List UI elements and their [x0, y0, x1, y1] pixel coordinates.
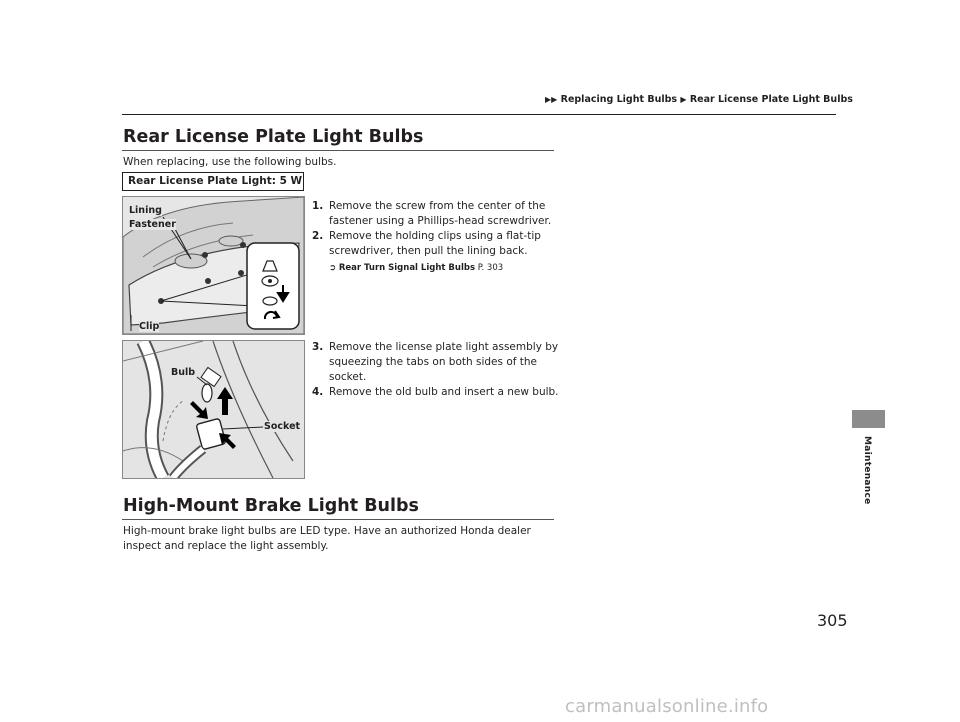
- breadcrumb: [545, 94, 853, 105]
- step-text: Remove the holding clips using a flat-tip screwdriver, then pull the lining back.: [329, 230, 541, 257]
- breadcrumb-arrow-icon: ▶▶: [545, 95, 558, 104]
- step-text: Remove the screw from the center of the fastener using a Phillips-head screwdriver.: [329, 200, 552, 227]
- reference-arrow-icon: ➲: [329, 263, 337, 273]
- breadcrumb-arrow-icon: ▶: [680, 95, 687, 104]
- reference-page: P. 303: [477, 263, 504, 273]
- breadcrumb-item-rear-license-plate[interactable]: Rear License Plate Light Bulbs: [689, 94, 853, 105]
- bulb-spec-box: Rear License Plate Light: 5 W: [122, 172, 304, 191]
- watermark: carmanualsonline.info: [565, 696, 769, 717]
- brake-light-description: High-mount brake light bulbs are LED type. Have an authorized Honda dealer inspect and replace the light assembly.: [123, 525, 531, 552]
- lining-illustration: [123, 197, 304, 334]
- section-divider: [122, 519, 554, 520]
- step-number: 1.: [312, 200, 324, 212]
- section-title-high-mount-brake: High-Mount Brake Light Bulbs: [123, 496, 419, 516]
- breadcrumb-item-replacing-light-bulbs[interactable]: Replacing Light Bulbs: [560, 94, 678, 105]
- step-text: Remove the old bulb and insert a new bulb.: [329, 386, 559, 398]
- socket-illustration: [123, 341, 304, 478]
- callout-socket: Socket: [264, 421, 301, 432]
- callout-fastener: Fastener: [129, 219, 176, 230]
- intro-text: When replacing, use the following bulbs.: [123, 156, 337, 168]
- chapter-label: Maintenance: [862, 436, 872, 505]
- header-divider: [122, 114, 836, 115]
- step-text: Remove the license plate light assembly by squeezing the tabs on both sides of the socket.: [329, 341, 559, 383]
- callout-lining: Lining: [129, 205, 162, 216]
- callout-bulb: Bulb: [171, 367, 196, 378]
- page-number: 305: [817, 611, 848, 630]
- steps-list-b: [312, 340, 562, 400]
- step-3: [312, 340, 562, 385]
- step-number: 3.: [312, 341, 324, 353]
- section-title-rear-license-plate: Rear License Plate Light Bulbs: [123, 127, 424, 147]
- steps-list-a: [312, 199, 562, 276]
- section-divider: [122, 150, 554, 151]
- reference-link[interactable]: Rear Turn Signal Light Bulbs: [338, 263, 475, 273]
- step-1: [312, 199, 562, 229]
- callout-clip: Clip: [139, 321, 160, 332]
- figure-lining-fastener-clip: [122, 196, 305, 335]
- cross-reference[interactable]: [312, 261, 562, 276]
- chapter-tab[interactable]: [852, 410, 885, 428]
- figure-bulb-socket: [122, 340, 305, 479]
- step-number: 2.: [312, 230, 324, 242]
- step-2: [312, 229, 562, 259]
- step-number: 4.: [312, 386, 324, 398]
- step-4: [312, 385, 562, 400]
